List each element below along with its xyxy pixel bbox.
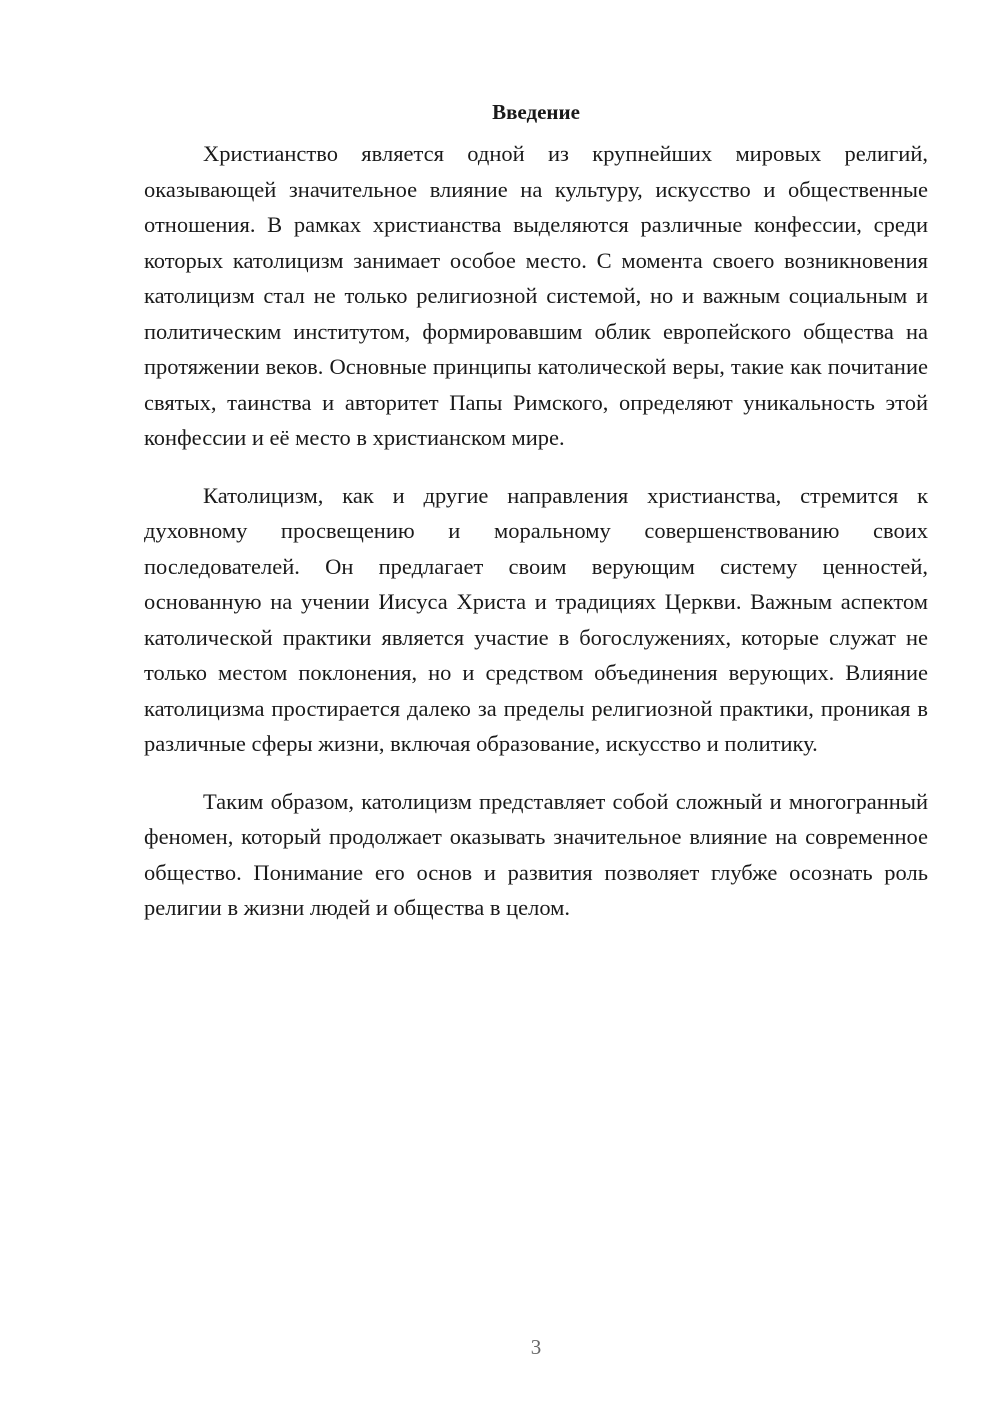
paragraph-3: Таким образом, католицизм представляет собой сложный и многогранный феномен, который продолжает оказывать значительное влияние на современное общество. Понимание его основ и развития позволяет глубже осознать роль религии в жизни людей и общества в целом. bbox=[144, 788, 928, 920]
page-content bbox=[144, 96, 928, 948]
section-title: Введение bbox=[492, 100, 580, 124]
page-number: 3 bbox=[530, 1335, 542, 1359]
paragraph-1: Христианство является одной из крупнейших мировых религий, оказывающей значительное влияние на культуру, искусство и общественные отношения. В рамках христианства выделяются различные конфессии, среди которых католицизм занимает особое место. С момента своего возникновения католицизм стал не только религиозной системой, но и важным социальным и политическим институтом, формировавшим облик европейского общества на протяжении веков. Основные принципы католической веры, такие как почитание святых, таинства и авторитет Папы Римского, определяют уникальность этой конфессии и её место в христианском мире. bbox=[144, 141, 928, 450]
paragraph-2: Католицизм, как и другие направления христианства, стремится к духовному просвещению и моральному совершенствованию своих последователей. Он предлагает своим верующим систему ценностей, основанную на учении Иисуса Христа и традициях Церкви. Важным аспектом католической практики является участие в богослужениях, которые служат не только местом поклонения, но и средством объединения верующих. Влияние католицизма простирается далеко за пределы религиозной практики, проникая в различные сферы жизни, включая образование, искусство и политику. bbox=[144, 482, 928, 756]
